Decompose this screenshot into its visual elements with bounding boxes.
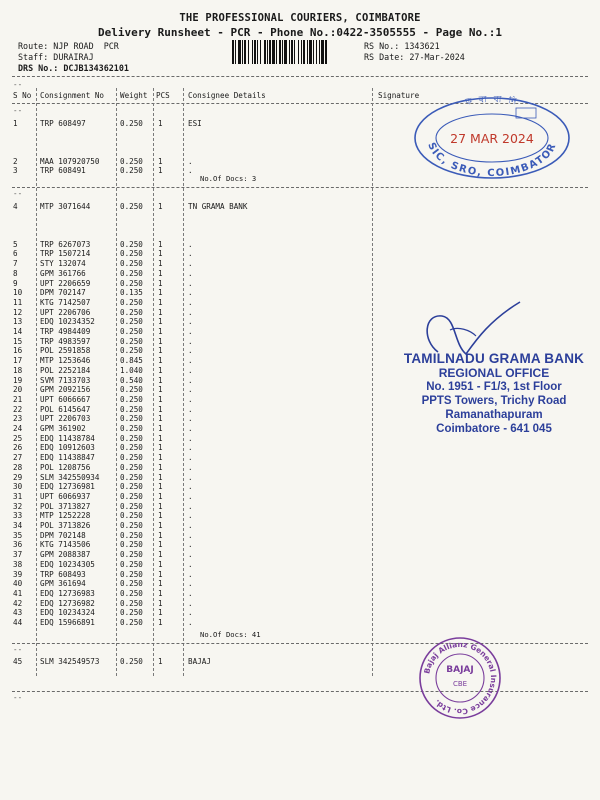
col-sno: S No: [13, 91, 32, 100]
cell-sno: 22: [13, 404, 23, 414]
cell-cn: POL 2252184: [40, 365, 91, 375]
cell-sno: 40: [13, 579, 23, 589]
cell-pcs: 1: [158, 443, 163, 453]
cell-consignee: .: [188, 259, 193, 269]
cell-pcs: 1: [158, 365, 163, 375]
cell-sno: 43: [13, 608, 23, 618]
cell-sno: 35: [13, 530, 23, 540]
cell-wt: 0.250: [120, 559, 143, 569]
cell-sno: 45: [13, 657, 23, 666]
cell-wt: 0.250: [120, 166, 143, 176]
cell-consignee: .: [188, 307, 193, 317]
cell-sno: 13: [13, 317, 23, 327]
col-weight: Weight: [120, 91, 148, 100]
cell-cn: EDQ 11438784: [40, 433, 95, 443]
cell-consignee: .: [188, 346, 193, 356]
bajaj-stamp: [418, 636, 502, 720]
cell-sno: 18: [13, 365, 23, 375]
cell-pcs: 1: [158, 540, 163, 550]
cell-sno: 28: [13, 462, 23, 472]
cell-consignee: TN GRAMA BANK: [188, 202, 248, 211]
cell-consignee: .: [188, 482, 193, 492]
cell-cn: TRP 4984409: [40, 327, 91, 336]
cell-consignee: .: [188, 530, 193, 540]
cell-consignee: .: [188, 249, 193, 259]
cell-wt: 0.250: [120, 249, 143, 259]
cell-pcs: 1: [158, 404, 163, 414]
cell-wt: 0.250: [120, 307, 143, 317]
cell-consignee: .: [188, 356, 193, 366]
cell-sno: 24: [13, 424, 23, 433]
cell-consignee: .: [188, 268, 193, 278]
bank-address-1: No. 1951 - F1/3, 1st Floor: [426, 381, 562, 393]
cell-wt: 0.845: [120, 356, 143, 366]
cell-sno: 38: [13, 559, 23, 569]
col-separator: [372, 88, 373, 676]
cell-wt: 1.040: [120, 365, 143, 375]
cell-wt: 0.250: [120, 491, 143, 501]
bank-stamp: [396, 352, 592, 436]
cell-cn: SLM 342549573: [40, 657, 100, 666]
cell-consignee: .: [188, 588, 193, 598]
cell-cn: GPM 361766: [40, 268, 86, 278]
cell-wt: 0.250: [120, 336, 143, 346]
rule-marker: --: [13, 80, 23, 89]
cell-wt: 0.250: [120, 618, 143, 627]
docs-count: No.Of Docs: 41: [200, 630, 261, 639]
cell-sno: 11: [13, 297, 23, 307]
cell-pcs: 1: [158, 375, 163, 385]
cell-consignee: .: [188, 375, 193, 385]
cell-consignee: .: [188, 540, 193, 550]
cell-wt: 0.250: [120, 453, 143, 463]
cell-pcs: 1: [158, 356, 163, 366]
cell-sno: 32: [13, 501, 23, 511]
cell-pcs: 1: [158, 433, 163, 443]
cell-pcs: 1: [158, 608, 163, 618]
cell-consignee: .: [188, 559, 193, 569]
group-separator: [12, 187, 588, 188]
cell-sno: 41: [13, 588, 23, 598]
col-separator: [36, 88, 37, 676]
col-consignee: Consignee Details: [188, 91, 266, 100]
cell-sno: 6: [13, 249, 18, 259]
cell-pcs: 1: [158, 414, 163, 424]
cell-pcs: 1: [158, 239, 163, 249]
cell-pcs: 1: [158, 268, 163, 278]
cell-pcs: 1: [158, 288, 163, 298]
esic-stamp-date: 27 MAR 2024: [450, 131, 534, 146]
cell-cn: SVM 7133703: [40, 375, 91, 385]
cell-wt: 0.250: [120, 414, 143, 424]
cell-wt: 0.250: [120, 156, 143, 166]
cell-wt: 0.250: [120, 462, 143, 472]
barcode-bar: [327, 40, 328, 64]
col-consignment: Consignment No: [40, 91, 105, 100]
cell-wt: 0.250: [120, 550, 143, 560]
cell-sno: 19: [13, 375, 23, 385]
cell-consignee: .: [188, 579, 193, 589]
cell-pcs: 1: [158, 307, 163, 317]
cell-pcs: 1: [158, 521, 163, 530]
cell-wt: 0.250: [120, 317, 143, 327]
cell-sno: 29: [13, 472, 23, 482]
cell-sno: 16: [13, 346, 23, 356]
cell-consignee: .: [188, 336, 193, 346]
cell-consignee: .: [188, 569, 193, 579]
cell-sno: 10: [13, 288, 23, 298]
cell-cn: TRP 608493: [40, 569, 86, 579]
cell-pcs: 1: [158, 297, 163, 307]
cell-pcs: 1: [158, 394, 163, 404]
cell-pcs: 1: [158, 317, 163, 327]
cell-wt: 0.250: [120, 239, 143, 249]
cell-cn: EDQ 12736982: [40, 598, 95, 608]
cell-wt: 0.250: [120, 259, 143, 269]
cell-pcs: 1: [158, 346, 163, 356]
route-label: Route: NJP ROAD PCR: [18, 41, 119, 51]
cell-sno: 31: [13, 491, 23, 501]
bajaj-bottom-text: CBE: [452, 680, 468, 688]
cell-pcs: 1: [158, 453, 163, 463]
cell-consignee: .: [188, 404, 193, 414]
cell-consignee: .: [188, 608, 193, 618]
cell-sno: 2: [13, 156, 18, 166]
cell-wt: 0.250: [120, 433, 143, 443]
cell-cn: STY 132074: [40, 259, 86, 269]
cell-consignee: .: [188, 550, 193, 560]
esic-ring-text: SIC, SRO, COIMBATOR: [425, 141, 559, 180]
cell-consignee: .: [188, 239, 193, 249]
cell-cn: TRP 6267073: [40, 239, 91, 249]
cell-sno: 17: [13, 356, 23, 366]
cell-cn: UPT 6066667: [40, 394, 91, 404]
col-separator: [183, 88, 184, 676]
col-separator: [116, 88, 117, 676]
cell-cn: GPM 361694: [40, 579, 86, 589]
cell-pcs: 1: [158, 462, 163, 472]
cell-sno: 14: [13, 327, 23, 336]
cell-wt: 0.250: [120, 569, 143, 579]
cell-pcs: 1: [158, 588, 163, 598]
barcode: [232, 40, 354, 64]
cell-sno: 20: [13, 385, 23, 395]
esic-stamp: [412, 96, 572, 180]
cell-cn: POL 6145647: [40, 404, 91, 414]
cell-cn: KTG 7142507: [40, 297, 91, 307]
document-title: THE PROFESSIONAL COURIERS, COIMBATORE: [179, 12, 421, 24]
cell-cn: MAA 107920750: [40, 156, 100, 166]
cell-consignee: .: [188, 424, 193, 433]
cell-sno: 30: [13, 482, 23, 492]
cell-consignee: .: [188, 443, 193, 453]
cell-pcs: 1: [158, 424, 163, 433]
bank-office: REGIONAL OFFICE: [438, 366, 550, 380]
cell-sno: 23: [13, 414, 23, 424]
cell-consignee: .: [188, 297, 193, 307]
cell-consignee: .: [188, 385, 193, 395]
cell-wt: 0.250: [120, 588, 143, 598]
cell-sno: 36: [13, 540, 23, 550]
cell-sno: 33: [13, 511, 23, 521]
cell-pcs: 1: [158, 472, 163, 482]
cell-consignee: .: [188, 394, 193, 404]
cell-pcs: 1: [158, 119, 163, 128]
cell-sno: 26: [13, 443, 23, 453]
cell-pcs: 1: [158, 327, 163, 336]
esic-stamp-icon: [412, 96, 572, 180]
cell-pcs: 1: [158, 579, 163, 589]
rs-number: RS No.: 1343621: [364, 41, 440, 51]
cell-pcs: 1: [158, 618, 163, 627]
cell-wt: 0.250: [120, 202, 143, 211]
cell-cn: MTP 3071644: [40, 202, 91, 211]
cell-sno: 9: [13, 278, 18, 288]
cell-sno: 15: [13, 336, 23, 346]
cell-sno: 34: [13, 521, 23, 530]
bank-address-4: Coimbatore - 641 045: [436, 423, 552, 435]
cell-consignee: .: [188, 327, 193, 336]
cell-cn: MTP 1252228: [40, 511, 91, 521]
cell-cn: UPT 6066937: [40, 491, 91, 501]
cell-wt: 0.250: [120, 297, 143, 307]
cell-cn: GPM 361902: [40, 424, 86, 433]
cell-wt: 0.250: [120, 579, 143, 589]
cell-consignee: .: [188, 317, 193, 327]
cell-cn: EDQ 10234352: [40, 317, 95, 327]
cell-cn: UPT 2206706: [40, 307, 91, 317]
cell-cn: EDQ 10234305: [40, 559, 95, 569]
cell-wt: 0.250: [120, 501, 143, 511]
header-rule-top: [12, 76, 588, 77]
cell-pcs: 1: [158, 491, 163, 501]
svg-text:ক ৰা বী নি: ক ৰা বী নি: [464, 96, 520, 108]
cell-consignee: .: [188, 618, 193, 627]
cell-consignee: BAJAJ: [188, 657, 211, 666]
cell-pcs: 1: [158, 559, 163, 569]
cell-cn: EDQ 10234324: [40, 608, 95, 618]
cell-wt: 0.135: [120, 288, 143, 298]
cell-consignee: .: [188, 414, 193, 424]
cell-cn: TRP 608497: [40, 119, 86, 128]
cell-cn: TRP 1507214: [40, 249, 91, 259]
cell-cn: POL 1208756: [40, 462, 91, 472]
cell-wt: 0.250: [120, 424, 143, 433]
cell-wt: 0.250: [120, 346, 143, 356]
cell-pcs: 1: [158, 482, 163, 492]
cell-wt: 0.250: [120, 404, 143, 414]
rule-marker: --: [13, 189, 23, 198]
cell-cn: EDQ 10912603: [40, 443, 95, 453]
cell-cn: KTG 7143506: [40, 540, 91, 550]
cell-consignee: .: [188, 472, 193, 482]
cell-pcs: 1: [158, 598, 163, 608]
cell-cn: EDQ 12736983: [40, 588, 95, 598]
cell-sno: 37: [13, 550, 23, 560]
cell-wt: 0.250: [120, 394, 143, 404]
cell-cn: MTP 1253646: [40, 356, 91, 366]
cell-wt: 0.250: [120, 540, 143, 550]
cell-wt: 0.250: [120, 521, 143, 530]
cell-consignee: .: [188, 501, 193, 511]
cell-sno: 42: [13, 598, 23, 608]
bajaj-center-text: BAJAJ: [446, 665, 474, 675]
cell-cn: EDQ 12736981: [40, 482, 95, 492]
cell-pcs: 1: [158, 202, 163, 211]
cell-consignee: .: [188, 278, 193, 288]
cell-sno: 39: [13, 569, 23, 579]
cell-sno: 3: [13, 166, 18, 176]
cell-pcs: 1: [158, 278, 163, 288]
cell-consignee: .: [188, 166, 193, 176]
cell-cn: TRP 4983597: [40, 336, 91, 346]
cell-consignee: .: [188, 365, 193, 375]
cell-wt: 0.250: [120, 511, 143, 521]
cell-wt: 0.250: [120, 598, 143, 608]
cell-consignee: .: [188, 511, 193, 521]
cell-wt: 0.250: [120, 119, 143, 128]
cell-sno: 44: [13, 618, 23, 627]
cell-consignee: .: [188, 156, 193, 166]
cell-wt: 0.540: [120, 375, 143, 385]
cell-cn: GPM 2092156: [40, 385, 91, 395]
bank-address-2: PPTS Towers, Trichy Road: [421, 395, 567, 407]
cell-consignee: .: [188, 462, 193, 472]
cell-sno: 1: [13, 119, 18, 128]
cell-cn: EDQ 15966891: [40, 618, 95, 627]
cell-wt: 0.250: [120, 443, 143, 453]
cell-consignee: .: [188, 288, 193, 298]
cell-consignee: .: [188, 453, 193, 463]
cell-pcs: 1: [158, 156, 163, 166]
cell-cn: TRP 608491: [40, 166, 86, 176]
cell-sno: 4: [13, 202, 18, 211]
cell-cn: SLM 342550934: [40, 472, 100, 482]
cell-pcs: 1: [158, 569, 163, 579]
cell-cn: POL 2591858: [40, 346, 91, 356]
cell-cn: UPT 2206703: [40, 414, 91, 424]
cell-consignee: .: [188, 521, 193, 530]
rule-marker: --: [13, 106, 23, 115]
cell-pcs: 1: [158, 166, 163, 176]
cell-sno: 7: [13, 259, 18, 269]
cell-cn: EDQ 11438847: [40, 453, 95, 463]
cell-pcs: 1: [158, 249, 163, 259]
rs-date: RS Date: 27-Mar-2024: [364, 52, 465, 62]
cell-wt: 0.250: [120, 530, 143, 540]
bank-name: TAMILNADU GRAMA BANK: [403, 351, 585, 366]
cell-cn: DPM 702148: [40, 530, 86, 540]
cell-sno: 25: [13, 433, 23, 443]
cell-sno: 12: [13, 307, 23, 317]
drs-number: DRS No.: DCJB134362101: [18, 63, 129, 73]
bajaj-stamp-icon: [418, 636, 502, 720]
docs-count: No.Of Docs: 3: [200, 174, 257, 183]
staff-label: Staff: DURAIRAJ: [18, 52, 94, 62]
svg-text:Bajaj Allianz General Insuranc: [422, 640, 498, 716]
cell-cn: GPM 2088387: [40, 550, 91, 560]
cell-pcs: 1: [158, 511, 163, 521]
cell-pcs: 1: [158, 259, 163, 269]
cell-sno: 27: [13, 453, 23, 463]
cell-wt: 0.250: [120, 278, 143, 288]
cell-cn: DPM 702147: [40, 288, 86, 298]
cell-consignee: .: [188, 433, 193, 443]
cell-cn: UPT 2206659: [40, 278, 91, 288]
bank-address-3: Ramanathapuram: [445, 409, 543, 421]
cell-sno: 8: [13, 268, 18, 278]
cell-pcs: 1: [158, 550, 163, 560]
cell-wt: 0.250: [120, 482, 143, 492]
col-separator: [153, 88, 154, 676]
cell-wt: 0.250: [120, 472, 143, 482]
cell-pcs: 1: [158, 657, 163, 666]
cell-pcs: 1: [158, 385, 163, 395]
bajaj-ring-text: Bajaj Allianz General Insurance Co. Ltd.: [422, 639, 499, 717]
cell-wt: 0.250: [120, 268, 143, 278]
cell-wt: 0.250: [120, 385, 143, 395]
cell-consignee: .: [188, 491, 193, 501]
cell-cn: POL 3713827: [40, 501, 91, 511]
cell-pcs: 1: [158, 336, 163, 346]
cell-pcs: 1: [158, 501, 163, 511]
cell-consignee: .: [188, 598, 193, 608]
cell-wt: 0.250: [120, 657, 143, 666]
cell-cn: POL 3713826: [40, 521, 91, 530]
cell-wt: 0.250: [120, 327, 143, 336]
rule-marker: --: [13, 693, 23, 702]
col-signature: Signature: [378, 91, 420, 100]
cell-pcs: 1: [158, 530, 163, 540]
cell-wt: 0.250: [120, 608, 143, 618]
col-pcs: PCS: [156, 91, 170, 100]
cell-sno: 21: [13, 394, 23, 404]
rule-marker: --: [13, 645, 23, 654]
cell-sno: 5: [13, 239, 18, 249]
runsheet-subtitle: Delivery Runsheet - PCR - Phone No.:0422-3505555 - Page No.:1: [98, 26, 502, 39]
cell-consignee: ESI: [188, 119, 202, 128]
